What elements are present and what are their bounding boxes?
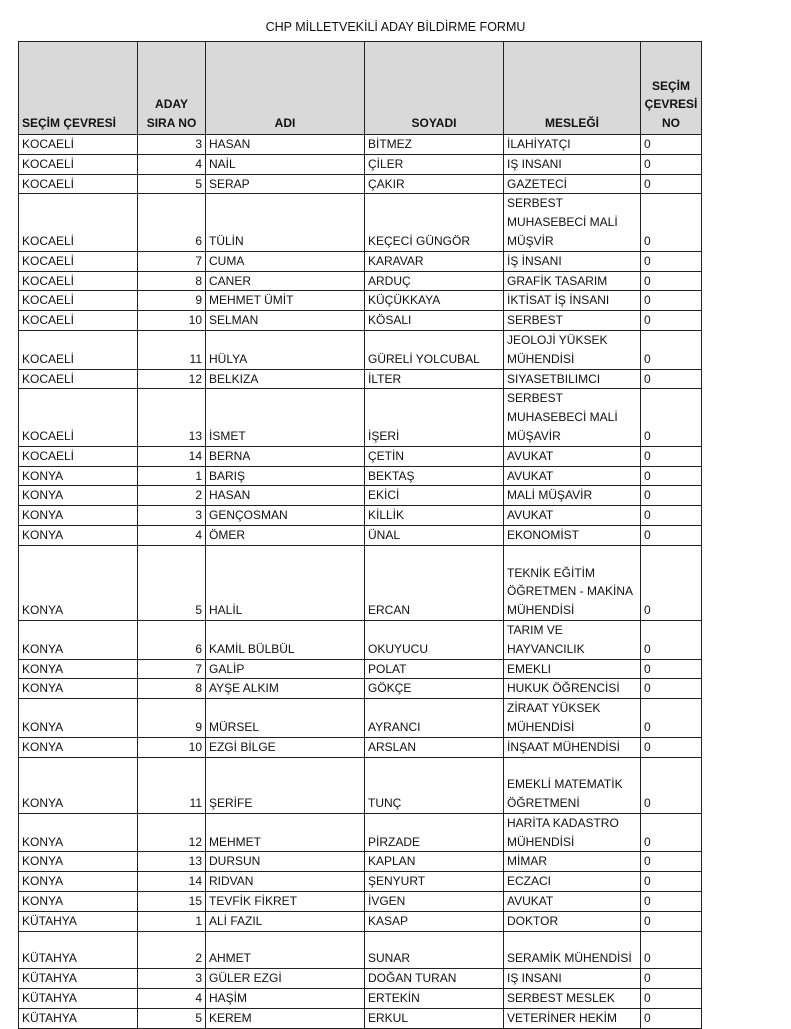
secim-cevresi-no-cell: 0 (641, 813, 702, 852)
soyadi-cell: ÇETİN (365, 446, 504, 466)
adi-cell: BARIŞ (206, 466, 365, 486)
aday-sira-no-cell: 4 (138, 989, 206, 1009)
soyadi-cell: AYRANCI (365, 699, 504, 738)
table-row (19, 486, 702, 506)
secim-cevresi-cell: KONYA (19, 737, 138, 757)
table-row (19, 931, 702, 969)
adi-cell: ALİ FAZIL (206, 911, 365, 931)
meslegi-cell: SERBEST MESLEK (504, 989, 641, 1009)
aday-sira-no-cell: 7 (138, 659, 206, 679)
aday-sira-no-cell: 4 (138, 525, 206, 545)
meslegi-cell: SIYASETBILIMCI (504, 369, 641, 389)
soyadi-cell: ARDUÇ (365, 271, 504, 291)
soyadi-cell: ÜNAL (365, 525, 504, 545)
aday-sira-no-cell: 11 (138, 757, 206, 813)
secim-cevresi-cell: KONYA (19, 545, 138, 620)
table-row (19, 969, 702, 989)
adi-cell: BELKIZA (206, 369, 365, 389)
secim-cevresi-no-cell: 0 (641, 251, 702, 271)
secim-cevresi-cell: KÜTAHYA (19, 969, 138, 989)
secim-cevresi-cell: KONYA (19, 892, 138, 912)
aday-sira-no-cell: 3 (138, 135, 206, 155)
secim-cevresi-no-cell: 0 (641, 659, 702, 679)
meslegi-cell: AVUKAT (504, 506, 641, 526)
table-row (19, 757, 702, 813)
secim-cevresi-cell: KONYA (19, 466, 138, 486)
meslegi-cell: IŞ INSANI (504, 154, 641, 174)
soyadi-cell: GÖKÇE (365, 679, 504, 699)
adi-cell: HASAN (206, 135, 365, 155)
secim-cevresi-no-cell: 0 (641, 757, 702, 813)
soyadi-cell: İLTER (365, 369, 504, 389)
secim-cevresi-no-cell: 0 (641, 330, 702, 369)
table-row (19, 466, 702, 486)
soyadi-cell: İVGEN (365, 892, 504, 912)
secim-cevresi-no-cell: 0 (641, 931, 702, 969)
adi-cell: EZGİ BİLGE (206, 737, 365, 757)
meslegi-cell: EMEKLI (504, 659, 641, 679)
secim-cevresi-no-cell: 0 (641, 989, 702, 1009)
meslegi-cell: TEKNİK EĞİTİM ÖĞRETMEN - MAKİNA MÜHENDİSİ (504, 545, 641, 620)
table-header (19, 42, 702, 135)
secim-cevresi-cell: KONYA (19, 813, 138, 852)
header-aday-sira-no: ADAY SIRA NO (138, 42, 206, 135)
secim-cevresi-cell: KOCAELİ (19, 291, 138, 311)
table-row (19, 892, 702, 912)
header-secim-cevresi: SEÇİM ÇEVRESİ (19, 42, 138, 135)
secim-cevresi-cell: KONYA (19, 506, 138, 526)
adi-cell: TÜLİN (206, 194, 365, 251)
secim-cevresi-cell: KÜTAHYA (19, 989, 138, 1009)
soyadi-cell: BİTMEZ (365, 135, 504, 155)
aday-sira-no-cell: 7 (138, 251, 206, 271)
meslegi-cell: VETERİNER HEKİM (504, 1008, 641, 1028)
meslegi-cell: SERAMİK MÜHENDİSİ (504, 931, 641, 969)
secim-cevresi-cell: KOCAELİ (19, 311, 138, 331)
secim-cevresi-no-cell: 0 (641, 291, 702, 311)
secim-cevresi-cell: KOCAELİ (19, 446, 138, 466)
soyadi-cell: OKUYUCU (365, 620, 504, 659)
aday-sira-no-cell: 15 (138, 892, 206, 912)
secim-cevresi-no-cell: 0 (641, 311, 702, 331)
aday-sira-no-cell: 1 (138, 911, 206, 931)
adi-cell: NAİL (206, 154, 365, 174)
aday-sira-no-cell: 8 (138, 679, 206, 699)
adi-cell: DURSUN (206, 852, 365, 872)
secim-cevresi-cell: KÜTAHYA (19, 911, 138, 931)
table-body (19, 135, 702, 1029)
soyadi-cell: ERKUL (365, 1008, 504, 1028)
adi-cell: ÖMER (206, 525, 365, 545)
soyadi-cell: KASAP (365, 911, 504, 931)
table-row (19, 506, 702, 526)
soyadi-cell: ŞENYURT (365, 872, 504, 892)
table-row (19, 135, 702, 155)
secim-cevresi-cell: KONYA (19, 659, 138, 679)
aday-sira-no-cell: 10 (138, 311, 206, 331)
adi-cell: SELMAN (206, 311, 365, 331)
meslegi-cell: HARİTA KADASTRO MÜHENDİSİ (504, 813, 641, 852)
secim-cevresi-no-cell: 0 (641, 737, 702, 757)
meslegi-cell: AVUKAT (504, 466, 641, 486)
table-row (19, 737, 702, 757)
secim-cevresi-no-cell: 0 (641, 1008, 702, 1028)
secim-cevresi-no-cell: 0 (641, 679, 702, 699)
secim-cevresi-no-cell: 0 (641, 369, 702, 389)
secim-cevresi-cell: KOCAELİ (19, 194, 138, 251)
soyadi-cell: KEÇECİ GÜNGÖR (365, 194, 504, 251)
secim-cevresi-cell: KÜTAHYA (19, 1008, 138, 1028)
adi-cell: RIDVAN (206, 872, 365, 892)
aday-sira-no-cell: 3 (138, 969, 206, 989)
table-row (19, 679, 702, 699)
secim-cevresi-no-cell: 0 (641, 154, 702, 174)
adi-cell: TEVFİK FİKRET (206, 892, 365, 912)
secim-cevresi-cell: KONYA (19, 852, 138, 872)
aday-sira-no-cell: 2 (138, 486, 206, 506)
secim-cevresi-cell: KONYA (19, 699, 138, 738)
adi-cell: HÜLYA (206, 330, 365, 369)
meslegi-cell: ECZACI (504, 872, 641, 892)
adi-cell: GALİP (206, 659, 365, 679)
meslegi-cell: İLAHİYATÇI (504, 135, 641, 155)
meslegi-cell: HUKUK ÖĞRENCİSİ (504, 679, 641, 699)
meslegi-cell: GAZETECİ (504, 174, 641, 194)
soyadi-cell: ÇİLER (365, 154, 504, 174)
meslegi-cell: SERBEST MUHASEBECİ MALİ MÜŞVİR (504, 194, 641, 251)
aday-sira-no-cell: 13 (138, 852, 206, 872)
soyadi-cell: KÜÇÜKKAYA (365, 291, 504, 311)
table-row (19, 911, 702, 931)
secim-cevresi-no-cell: 0 (641, 852, 702, 872)
aday-sira-no-cell: 6 (138, 620, 206, 659)
table-row (19, 154, 702, 174)
secim-cevresi-no-cell: 0 (641, 525, 702, 545)
soyadi-cell: POLAT (365, 659, 504, 679)
aday-sira-no-cell: 9 (138, 291, 206, 311)
header-adi: ADI (206, 42, 365, 135)
soyadi-cell: ARSLAN (365, 737, 504, 757)
aday-sira-no-cell: 2 (138, 931, 206, 969)
form-title: CHP MİLLETVEKİLİ ADAY BİLDİRME FORMU (265, 20, 526, 34)
secim-cevresi-no-cell: 0 (641, 466, 702, 486)
secim-cevresi-no-cell: 0 (641, 506, 702, 526)
aday-sira-no-cell: 9 (138, 699, 206, 738)
aday-sira-no-cell: 3 (138, 506, 206, 526)
secim-cevresi-no-cell: 0 (641, 271, 702, 291)
table-row (19, 311, 702, 331)
adi-cell: HASAN (206, 486, 365, 506)
secim-cevresi-cell: KOCAELİ (19, 135, 138, 155)
meslegi-cell: EKONOMİST (504, 525, 641, 545)
meslegi-cell: AVUKAT (504, 892, 641, 912)
table-row (19, 369, 702, 389)
meslegi-cell: DOKTOR (504, 911, 641, 931)
secim-cevresi-cell: KÜTAHYA (19, 931, 138, 969)
adi-cell: MÜRSEL (206, 699, 365, 738)
soyadi-cell: KİLLİK (365, 506, 504, 526)
adi-cell: GÜLER EZGİ (206, 969, 365, 989)
secim-cevresi-no-cell: 0 (641, 969, 702, 989)
aday-sira-no-cell: 1 (138, 466, 206, 486)
secim-cevresi-no-cell: 0 (641, 486, 702, 506)
meslegi-cell: İKTİSAT İŞ İNSANI (504, 291, 641, 311)
secim-cevresi-no-cell: 0 (641, 699, 702, 738)
soyadi-cell: DOĞAN TURAN (365, 969, 504, 989)
meslegi-cell: JEOLOJİ YÜKSEK MÜHENDİSİ (504, 330, 641, 369)
table-row (19, 545, 702, 620)
adi-cell: MEHMET (206, 813, 365, 852)
meslegi-cell: MALİ MÜŞAVİR (504, 486, 641, 506)
aday-sira-no-cell: 10 (138, 737, 206, 757)
meslegi-cell: ZİRAAT YÜKSEK MÜHENDİSİ (504, 699, 641, 738)
secim-cevresi-cell: KOCAELİ (19, 330, 138, 369)
aday-sira-no-cell: 14 (138, 872, 206, 892)
secim-cevresi-cell: KONYA (19, 620, 138, 659)
secim-cevresi-cell: KOCAELİ (19, 154, 138, 174)
aday-sira-no-cell: 6 (138, 194, 206, 251)
header-soyadi: SOYADI (365, 42, 504, 135)
soyadi-cell: ERTEKİN (365, 989, 504, 1009)
table-row (19, 389, 702, 446)
table-row (19, 194, 702, 251)
meslegi-cell: SERBEST MUHASEBECİ MALİ MÜŞAVİR (504, 389, 641, 446)
secim-cevresi-cell: KOCAELİ (19, 174, 138, 194)
aday-sira-no-cell: 4 (138, 154, 206, 174)
table-row (19, 446, 702, 466)
secim-cevresi-no-cell: 0 (641, 194, 702, 251)
adi-cell: MEHMET ÜMİT (206, 291, 365, 311)
secim-cevresi-no-cell: 0 (641, 872, 702, 892)
secim-cevresi-cell: KONYA (19, 872, 138, 892)
adi-cell: AHMET (206, 931, 365, 969)
secim-cevresi-cell: KONYA (19, 525, 138, 545)
soyadi-cell: KARAVAR (365, 251, 504, 271)
adi-cell: İSMET (206, 389, 365, 446)
secim-cevresi-cell: KOCAELİ (19, 369, 138, 389)
adi-cell: BERNA (206, 446, 365, 466)
secim-cevresi-cell: KONYA (19, 757, 138, 813)
secim-cevresi-no-cell: 0 (641, 545, 702, 620)
aday-sira-no-cell: 13 (138, 389, 206, 446)
adi-cell: CUMA (206, 251, 365, 271)
soyadi-cell: PİRZADE (365, 813, 504, 852)
soyadi-cell: GÜRELİ YOLCUBAL (365, 330, 504, 369)
table-row (19, 699, 702, 738)
table-row (19, 620, 702, 659)
aday-sira-no-cell: 5 (138, 1008, 206, 1028)
meslegi-cell: GRAFİK TASARIM (504, 271, 641, 291)
soyadi-cell: İŞERİ (365, 389, 504, 446)
meslegi-cell: TARIM VE HAYVANCILIK (504, 620, 641, 659)
aday-sira-no-cell: 5 (138, 174, 206, 194)
adi-cell: GENÇOSMAN (206, 506, 365, 526)
aday-sira-no-cell: 12 (138, 369, 206, 389)
table-row (19, 291, 702, 311)
meslegi-cell: AVUKAT (504, 446, 641, 466)
adi-cell: KEREM (206, 1008, 365, 1028)
meslegi-cell: MİMAR (504, 852, 641, 872)
secim-cevresi-no-cell: 0 (641, 911, 702, 931)
secim-cevresi-no-cell: 0 (641, 389, 702, 446)
table-row (19, 251, 702, 271)
table-row (19, 1008, 702, 1028)
aday-sira-no-cell: 8 (138, 271, 206, 291)
secim-cevresi-cell: KONYA (19, 679, 138, 699)
meslegi-cell: IŞ INSANI (504, 969, 641, 989)
secim-cevresi-cell: KONYA (19, 486, 138, 506)
soyadi-cell: EKİCİ (365, 486, 504, 506)
adi-cell: SERAP (206, 174, 365, 194)
aday-sira-no-cell: 14 (138, 446, 206, 466)
aday-sira-no-cell: 5 (138, 545, 206, 620)
header-secim-cevresi-no: SEÇİM ÇEVRESİ NO (641, 42, 702, 135)
aday-sira-no-cell: 11 (138, 330, 206, 369)
table-row (19, 872, 702, 892)
meslegi-cell: SERBEST (504, 311, 641, 331)
adi-cell: HALİL (206, 545, 365, 620)
table-row (19, 989, 702, 1009)
soyadi-cell: ERCAN (365, 545, 504, 620)
meslegi-cell: İŞ İNSANI (504, 251, 641, 271)
soyadi-cell: SUNAR (365, 931, 504, 969)
secim-cevresi-cell: KOCAELİ (19, 271, 138, 291)
soyadi-cell: TUNÇ (365, 757, 504, 813)
soyadi-cell: ÇAKIR (365, 174, 504, 194)
table-row (19, 813, 702, 852)
header-meslegi: MESLEĞİ (504, 42, 641, 135)
adi-cell: HAŞİM (206, 989, 365, 1009)
secim-cevresi-no-cell: 0 (641, 620, 702, 659)
secim-cevresi-no-cell: 0 (641, 135, 702, 155)
table-row (19, 271, 702, 291)
table-row (19, 174, 702, 194)
soyadi-cell: KÖSALI (365, 311, 504, 331)
table-row (19, 852, 702, 872)
secim-cevresi-no-cell: 0 (641, 446, 702, 466)
aday-sira-no-cell: 12 (138, 813, 206, 852)
secim-cevresi-no-cell: 0 (641, 174, 702, 194)
adi-cell: CANER (206, 271, 365, 291)
adi-cell: AYŞE ALKIM (206, 679, 365, 699)
table-row (19, 525, 702, 545)
candidate-table (18, 41, 702, 1029)
meslegi-cell: İNŞAAT MÜHENDİSİ (504, 737, 641, 757)
table-row (19, 330, 702, 369)
meslegi-cell: EMEKLİ MATEMATİK ÖĞRETMENİ (504, 757, 641, 813)
secim-cevresi-cell: KOCAELİ (19, 389, 138, 446)
soyadi-cell: KAPLAN (365, 852, 504, 872)
soyadi-cell: BEKTAŞ (365, 466, 504, 486)
adi-cell: ŞERİFE (206, 757, 365, 813)
adi-cell: KAMİL BÜLBÜL (206, 620, 365, 659)
secim-cevresi-cell: KOCAELİ (19, 251, 138, 271)
secim-cevresi-no-cell: 0 (641, 892, 702, 912)
table-row (19, 659, 702, 679)
